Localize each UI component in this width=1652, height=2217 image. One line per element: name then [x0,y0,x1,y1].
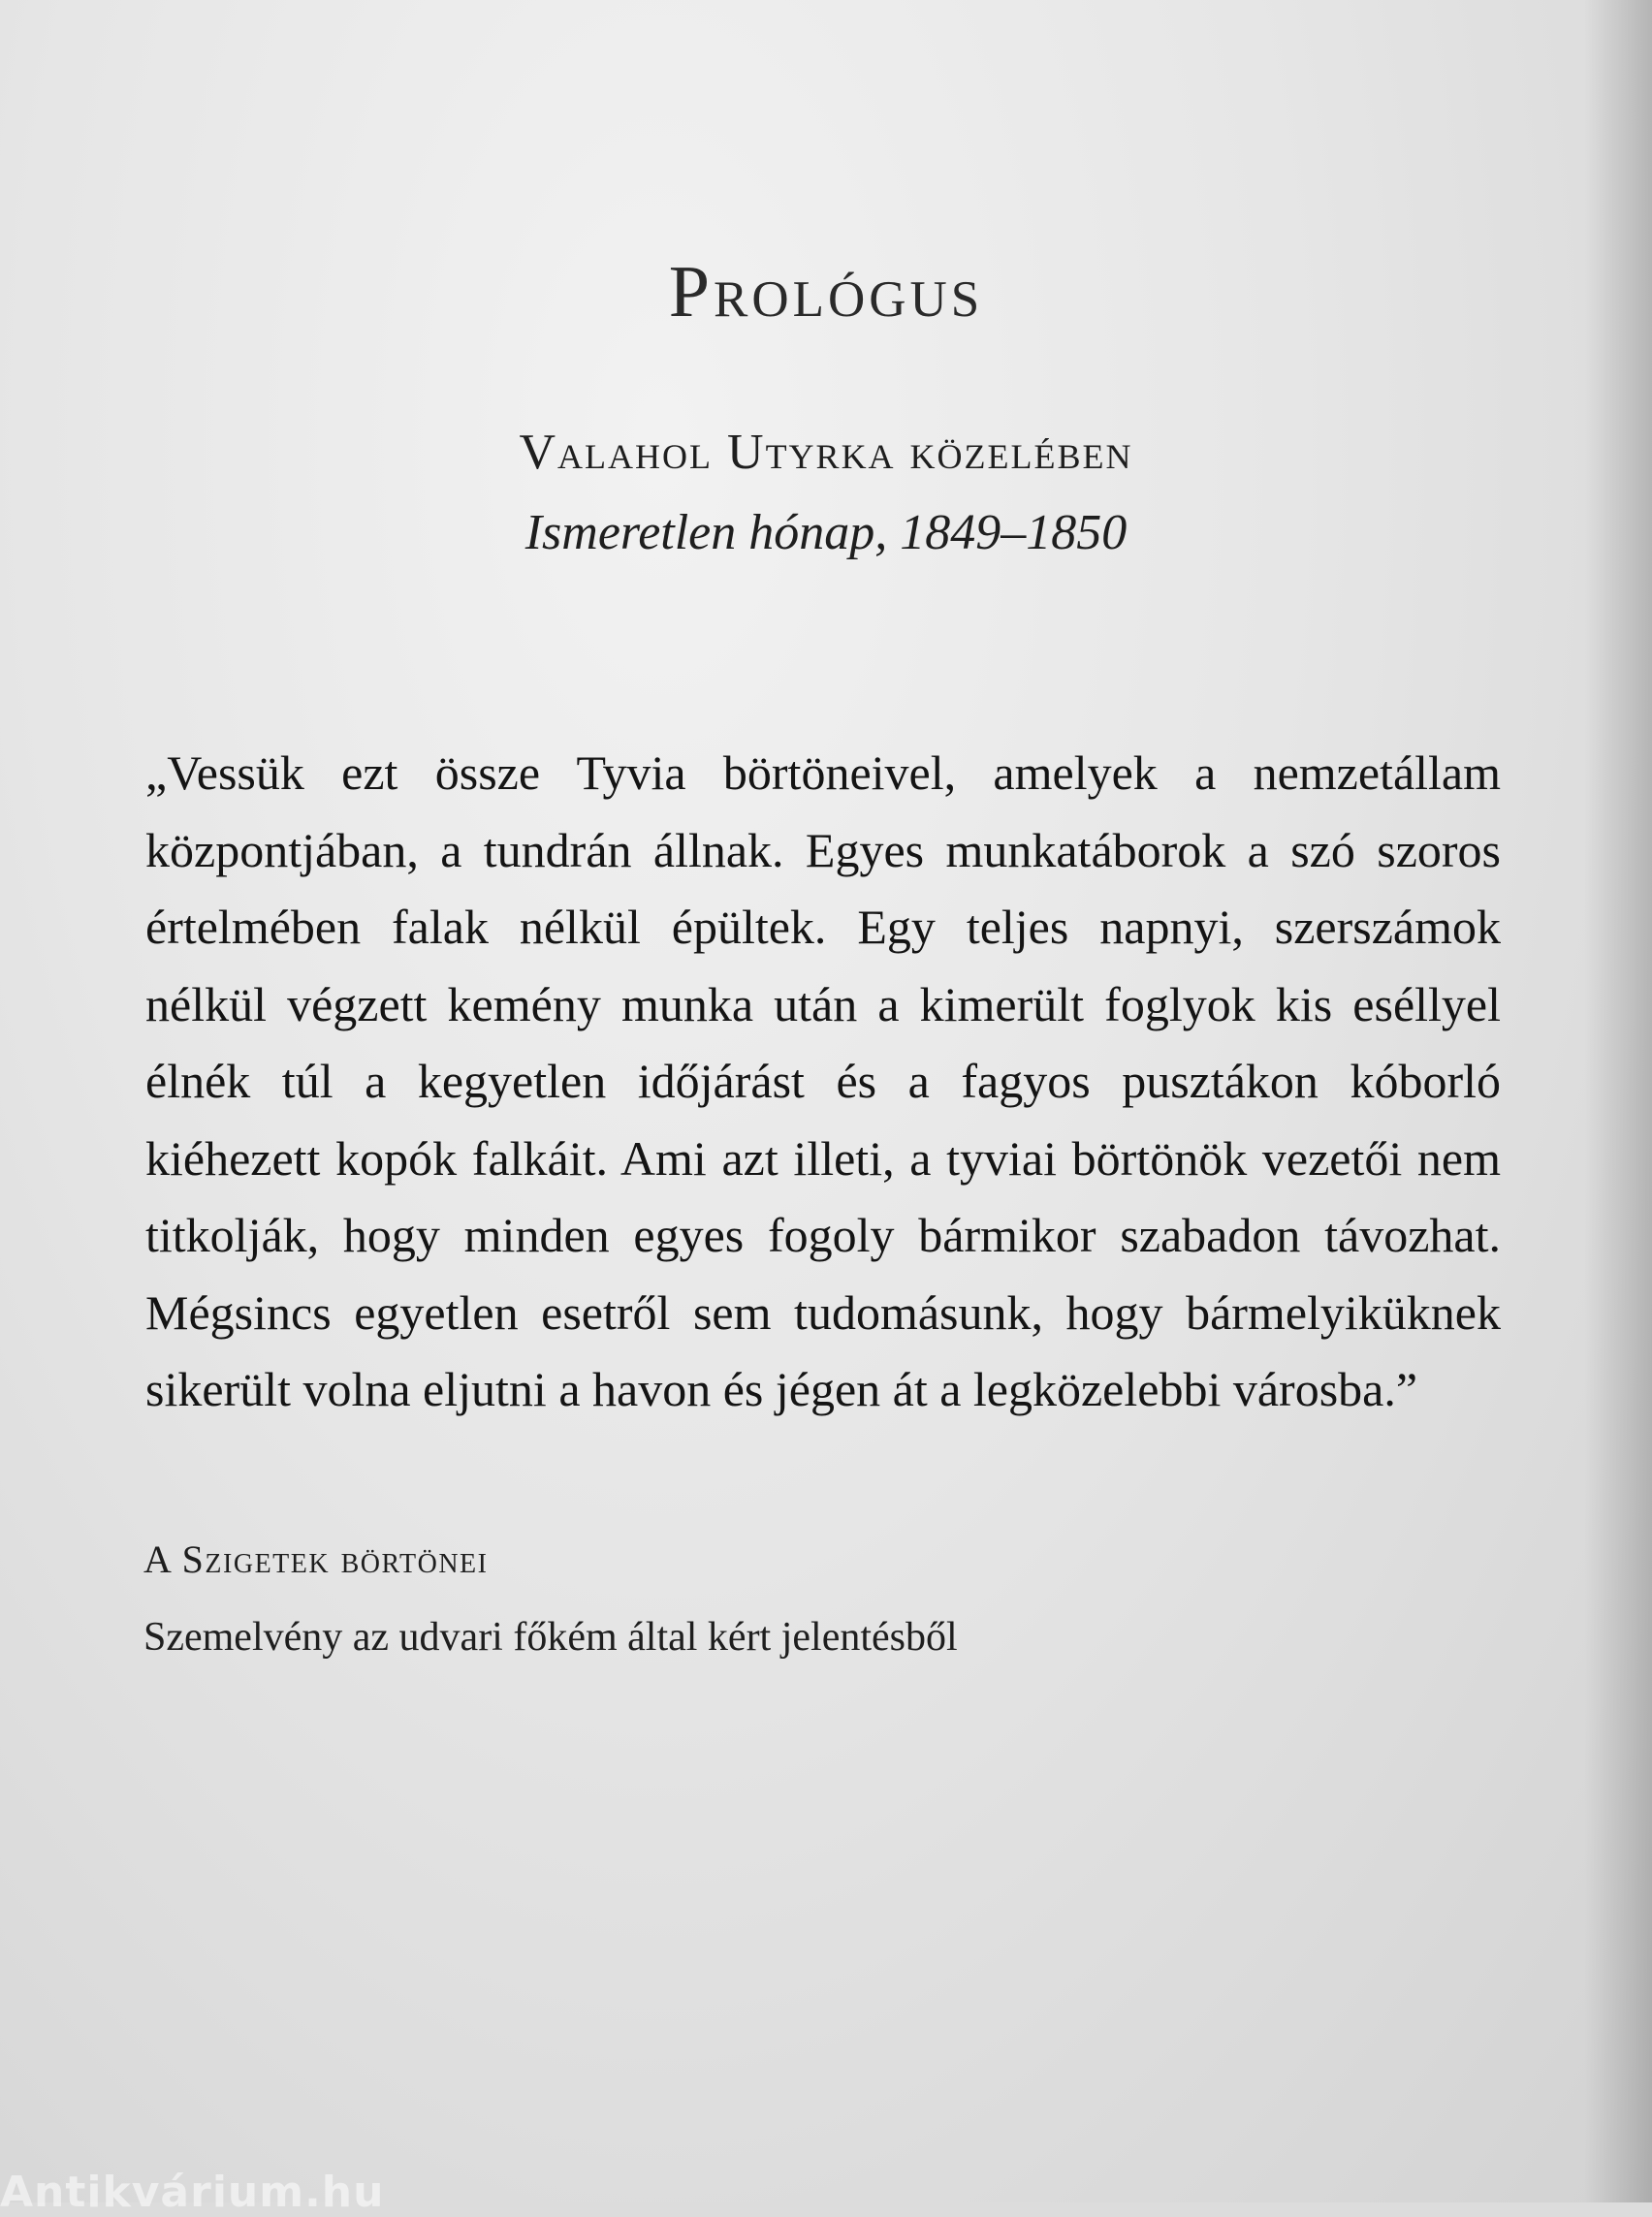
chapter-location: Valahol Utyrka közelében [519,425,1133,480]
epigraph-source-subtitle: Szemelvény az udvari főkém által kért jelentésből [143,1615,958,1660]
epigraph-quote: „Vessük ezt össze Tyvia börtöneivel, amelyek a nemzetállam központjában, a tundrán állnak. Egyes munkatáborok a szó szoros értelmében falak nélkül épültek. Egy teljes napnyi, szerszámok nélkül végzett kemény munka után a kimerült foglyok kis eséllyel élnék túl a kegyetlen időjárást és a fagyos pusztákon kóborló kiéhezett kopók falkáit. Ami azt illeti, a tyviai börtönök vezetői nem titkolják, hogy minden egyes fogoly bármikor szabadon távozhat. Mégsincs egyetlen esetről sem tudomásunk, hogy bármelyiküknek sikerült volna eljutni a havon és jégen át a legközelebbi városba.” [145,745,1501,1416]
chapter-date: Ismeretlen hónap, 1849–1850 [524,505,1128,560]
chapter-title: Prológus [668,251,984,333]
epigraph-source-title: A Szigetek börtönei [143,1537,489,1581]
watermark: Antikvárium.hu [0,2168,385,2217]
